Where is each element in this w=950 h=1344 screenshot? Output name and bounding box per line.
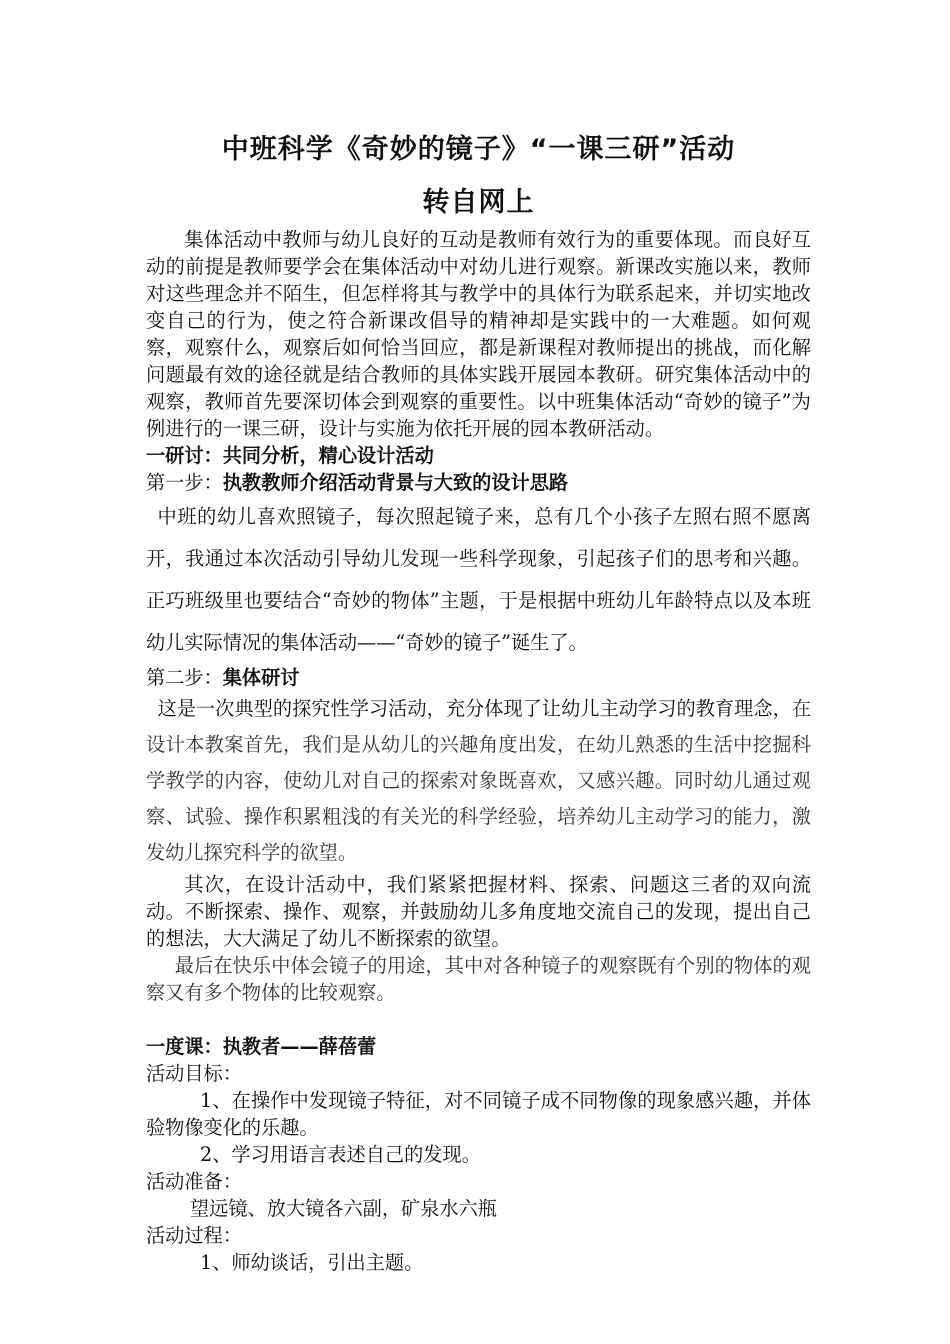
goal-item-2: 2、学习用语言表述自己的发现。 [200, 1143, 481, 1166]
step2-text-a: 这是一次典型的探究性学习活动，充分体现了让幼儿主动学习的教育理念， [157, 697, 792, 720]
process-label: 活动过程： [146, 1224, 242, 1247]
document-title: 中班科学《奇妙的镜子》“一课三研”活动 [221, 134, 736, 165]
section1-heading-text: 一研讨：共同分析，精心设计活动 [146, 444, 434, 467]
step1-paragraph: 中班的幼儿喜欢照镜子，每次照起镜子来，总有几个小孩子左照右照不愿离开，我通过本次活动引导幼儿发现一些科学现象，引起孩子们的思考和兴趣。正巧班级里也要结合“奇妙的物体”主题，于是根据中班幼儿年龄特点以及本班幼儿实际情况的集体活动——“奇妙的镜子”诞生了。 [146, 505, 811, 654]
step2-heading [146, 664, 811, 691]
step2-text-b: 在设计本教案首先，我们是从幼儿的兴趣角度出发，在幼儿熟悉的生活中挖掘科学教学的内容，使幼儿对自己的探索对象既喜欢，又感兴趣。同时幼儿通过观察、试验、操作积累粗浅的有关光的科学经验，培养幼儿主动学习的能力，激发幼儿探究科学的欲望。 [146, 697, 811, 864]
document-subtitle: 转自网上 [422, 187, 535, 218]
prep-text: 望远镜、放大镜各六副，矿泉水六瓶 [190, 1197, 497, 1220]
spacer [146, 1006, 811, 1033]
lesson1-heading [146, 1033, 811, 1060]
goals-label: 活动目标： [146, 1062, 242, 1085]
prep-label: 活动准备： [146, 1170, 242, 1193]
intro-paragraph: 集体活动中教师与幼儿良好的互动是教师有效行为的重要体现。而良好互动的前提是教师要学会在集体活动中对幼儿进行观察。新课改实施以来，教师对这些理念并不陌生，但怎样将其与教学中的具体行为联系起来，并切实地改变自己的行为，使之符合新课改倡导的精神却是实践中的一大难题。如何观察，观察什么，观察后如何恰当回应，都是新课程对教师提出的挑战，而化解问题最有效的途径就是结合教师的具体实践开展园本教研。研究集体活动中的观察，教师首先要深切体会到观察的重要性。以中班集体活动“奇妙的镜子”为例进行的一课三研，设计与实施为依托开展的园本教研活动。 [146, 228, 811, 440]
step2-paragraph [146, 691, 811, 871]
process-item-1: 1、师幼谈话，引出主题。 [200, 1251, 424, 1274]
step1-prefix: 第一步： [146, 471, 223, 494]
step2-paragraph-2: 其次，在设计活动中，我们紧紧把握材料、探索、问题这三者的双向流动。不断探索、操作、观察，并鼓励幼儿多角度地交流自己的发现，提出自己的想法，大大满足了幼儿不断探索的欲望。 [146, 873, 811, 950]
goal-item-1: 1、在操作中发现镜子特征，对不同镜子成不同物像的现象感兴趣，并体验物像变化的乐趣。 [146, 1089, 811, 1139]
lesson1-heading-text: 一度课：执教者——薛蓓蕾 [146, 1035, 377, 1058]
step1-heading [146, 469, 811, 496]
document-body [146, 128, 811, 1276]
step2-prefix: 第二步： [146, 666, 223, 689]
step2-title: 集体研讨 [222, 666, 300, 689]
step1-title: 执教教师介绍活动背景与大致的设计思路 [222, 471, 569, 494]
step2-paragraph-3: 最后在快乐中体会镜子的用途，其中对各种镜子的观察既有个别的物体的观察又有多个物体的比较观察。 [146, 954, 811, 1004]
section1-heading [146, 442, 811, 469]
